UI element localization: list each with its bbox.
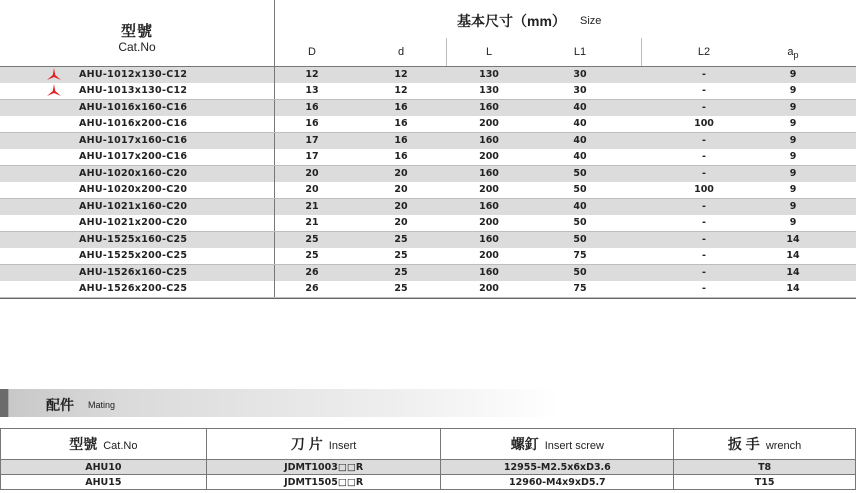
spec-row [0,166,856,182]
cat-no-cell: AHU-1525x160-C25 [79,234,188,245]
cell-d: 20 [394,217,408,228]
column-divider [641,38,642,66]
cat-no-cell: AHU-1020x200-C20 [79,184,188,195]
cell-L2: 100 [694,184,714,195]
cell-D: 13 [305,85,319,96]
header-cn: 型號 [69,436,98,452]
cell-L1: 40 [573,102,587,113]
mating-row [1,460,856,475]
cell-d: 16 [394,102,408,113]
cell-L: 200 [479,283,499,294]
mating-insert: JDMT1003□□R [206,460,441,475]
mating-table [0,428,856,490]
cell-L: 160 [479,135,499,146]
row-divider [274,248,275,264]
cell-L2: - [702,168,706,179]
size-title: 基本尺寸（mm） [457,13,566,29]
cell-D: 17 [305,135,319,146]
header-cn: 扳 手 [727,436,760,452]
cat-no-cell: AHU-1021x160-C20 [79,201,188,212]
spec-row [0,83,856,100]
row-divider [274,166,275,182]
column-header-L1: L1 [573,46,587,58]
cell-L2: - [702,267,706,278]
cell-D: 20 [305,168,319,179]
cell-L2: - [702,69,706,80]
column-divider [446,38,447,66]
cell-ap: 14 [786,250,800,261]
cell-L: 160 [479,168,499,179]
row-divider [274,281,275,297]
cat-no-cell: AHU-1016x200-C16 [79,118,188,129]
mating-screw: 12960-M4x9xD5.7 [441,475,674,490]
ap-label: a [787,46,794,58]
cell-d: 20 [394,201,408,212]
cell-D: 20 [305,184,319,195]
cat-no-cell: AHU-1021x200-C20 [79,217,188,228]
cat-no-cell: AHU-1020x160-C20 [79,168,188,179]
cell-ap: 9 [789,217,797,228]
cell-ap: 9 [789,102,797,113]
spec-row [0,133,856,149]
header-en: wrench [765,440,802,452]
cell-L2: - [702,283,706,294]
spec-row [0,265,856,281]
mating-section-bar [0,389,560,417]
cat-no-subtitle: Cat.No [118,40,156,54]
cell-D: 25 [305,250,319,261]
spec-row [0,100,856,116]
row-divider [274,67,275,83]
row-divider [274,182,275,198]
row-divider [274,133,275,149]
cell-L1: 40 [573,151,587,162]
spec-row [0,215,856,232]
cell-d: 16 [394,135,408,146]
column-header-L: L [485,46,493,58]
cell-L2: - [702,85,706,96]
mating-screw: 12955-M2.5x6xD3.6 [441,460,674,475]
cell-L: 160 [479,234,499,245]
cell-D: 17 [305,151,319,162]
column-header-ap [763,46,823,60]
spec-table-body [0,67,856,298]
cat-no-cell: AHU-1016x160-C16 [79,102,188,113]
cell-ap: 9 [789,168,797,179]
header-divider [274,0,275,66]
cell-ap: 9 [789,184,797,195]
spec-row [0,248,856,265]
cell-L2: 100 [694,118,714,129]
mating-insert: JDMT1505□□R [206,475,441,490]
row-divider [274,149,275,165]
cell-d: 16 [394,151,408,162]
header-cn: 螺釘 [510,436,539,452]
cell-L: 130 [479,85,499,96]
mating-title: 配件 [46,397,74,413]
cat-no-cell: AHU-1012x130-C12 [79,69,188,80]
mating-header-cat [1,429,207,460]
cat-no-cell: AHU-1017x200-C16 [79,151,188,162]
row-divider [274,199,275,215]
cell-L2: - [702,135,706,146]
cell-L1: 50 [573,168,587,179]
mating-cat: AHU15 [1,475,207,490]
cat-no-cell: AHU-1525x200-C25 [79,250,188,261]
cell-L1: 40 [573,118,587,129]
mating-header-insert [206,429,441,460]
cell-L1: 40 [573,201,587,212]
cell-d: 16 [394,118,408,129]
mating-title-en: Mating [88,400,116,410]
cell-L1: 50 [573,217,587,228]
spec-row [0,149,856,166]
cell-L: 200 [479,217,499,228]
header-cn: 刀 片 [290,436,323,452]
cell-L: 200 [479,118,499,129]
ap-subscript: p [793,50,799,61]
mating-header-wrench [674,429,856,460]
column-header-d: d [397,46,405,58]
cell-d: 25 [394,250,408,261]
cell-d: 25 [394,283,408,294]
cell-L: 160 [479,102,499,113]
cell-L2: - [702,151,706,162]
cell-D: 16 [305,102,319,113]
cell-d: 20 [394,184,408,195]
mating-wrench: T15 [674,475,856,490]
cell-L: 130 [479,69,499,80]
row-divider [274,116,275,132]
cell-ap: 9 [789,118,797,129]
row-divider [274,265,275,281]
cell-D: 12 [305,69,319,80]
cell-L: 160 [479,201,499,212]
cell-L2: - [702,217,706,228]
cell-ap: 9 [789,85,797,96]
spec-row [0,199,856,215]
cell-L2: - [702,234,706,245]
cat-no-cell: AHU-1526x200-C25 [79,283,188,294]
cell-L1: 50 [573,234,587,245]
cell-L1: 30 [573,85,587,96]
cell-d: 12 [394,69,408,80]
mating-bar-accent [0,389,8,417]
cell-D: 25 [305,234,319,245]
cell-D: 26 [305,267,319,278]
cell-ap: 9 [789,135,797,146]
recommended-marker-icon [47,68,61,81]
cell-L1: 30 [573,69,587,80]
cat-no-title: 型號 [120,23,153,40]
recommended-marker-icon [47,84,61,97]
cell-L1: 50 [573,184,587,195]
mating-header-row [1,429,856,460]
cell-ap: 14 [786,267,800,278]
cell-ap: 9 [789,69,797,80]
cat-no-cell: AHU-1013x130-C12 [79,85,188,96]
cell-ap: 14 [786,283,800,294]
header-en: Insert [328,440,357,452]
cell-d: 12 [394,85,408,96]
cell-d: 20 [394,168,408,179]
mating-wrench: T8 [674,460,856,475]
header-en: Insert screw [544,440,604,452]
spec-row [0,232,856,248]
spec-row [0,67,856,83]
spec-row [0,116,856,133]
cell-D: 26 [305,283,319,294]
cell-ap: 9 [789,151,797,162]
cat-no-cell: AHU-1526x160-C25 [79,267,188,278]
cell-D: 21 [305,217,319,228]
cell-ap: 9 [789,201,797,212]
cell-L: 200 [479,184,499,195]
row-divider [274,232,275,248]
spec-row [0,281,856,298]
row-divider [274,83,275,99]
cell-D: 21 [305,201,319,212]
cell-L: 160 [479,267,499,278]
spec-table-bottom-rule [0,298,856,299]
mating-row [1,475,856,490]
cell-D: 16 [305,118,319,129]
cell-L: 200 [479,250,499,261]
cell-d: 25 [394,234,408,245]
size-title-en: Size [580,15,602,27]
cell-ap: 14 [786,234,800,245]
row-divider [274,215,275,231]
cell-L2: - [702,201,706,212]
cell-L1: 75 [573,283,587,294]
spec-table-header [0,0,856,67]
column-header-D: D [308,46,316,58]
spec-row [0,182,856,199]
mating-header-screw [441,429,674,460]
cell-L1: 50 [573,267,587,278]
cell-d: 25 [394,267,408,278]
row-divider [274,100,275,116]
mating-cat: AHU10 [1,460,207,475]
header-en: Cat.No [103,440,138,452]
cell-L2: - [702,102,706,113]
cell-L1: 75 [573,250,587,261]
cat-no-cell: AHU-1017x160-C16 [79,135,188,146]
cell-L: 200 [479,151,499,162]
cell-L1: 40 [573,135,587,146]
cell-L2: - [702,250,706,261]
column-header-L2: L2 [697,46,711,58]
